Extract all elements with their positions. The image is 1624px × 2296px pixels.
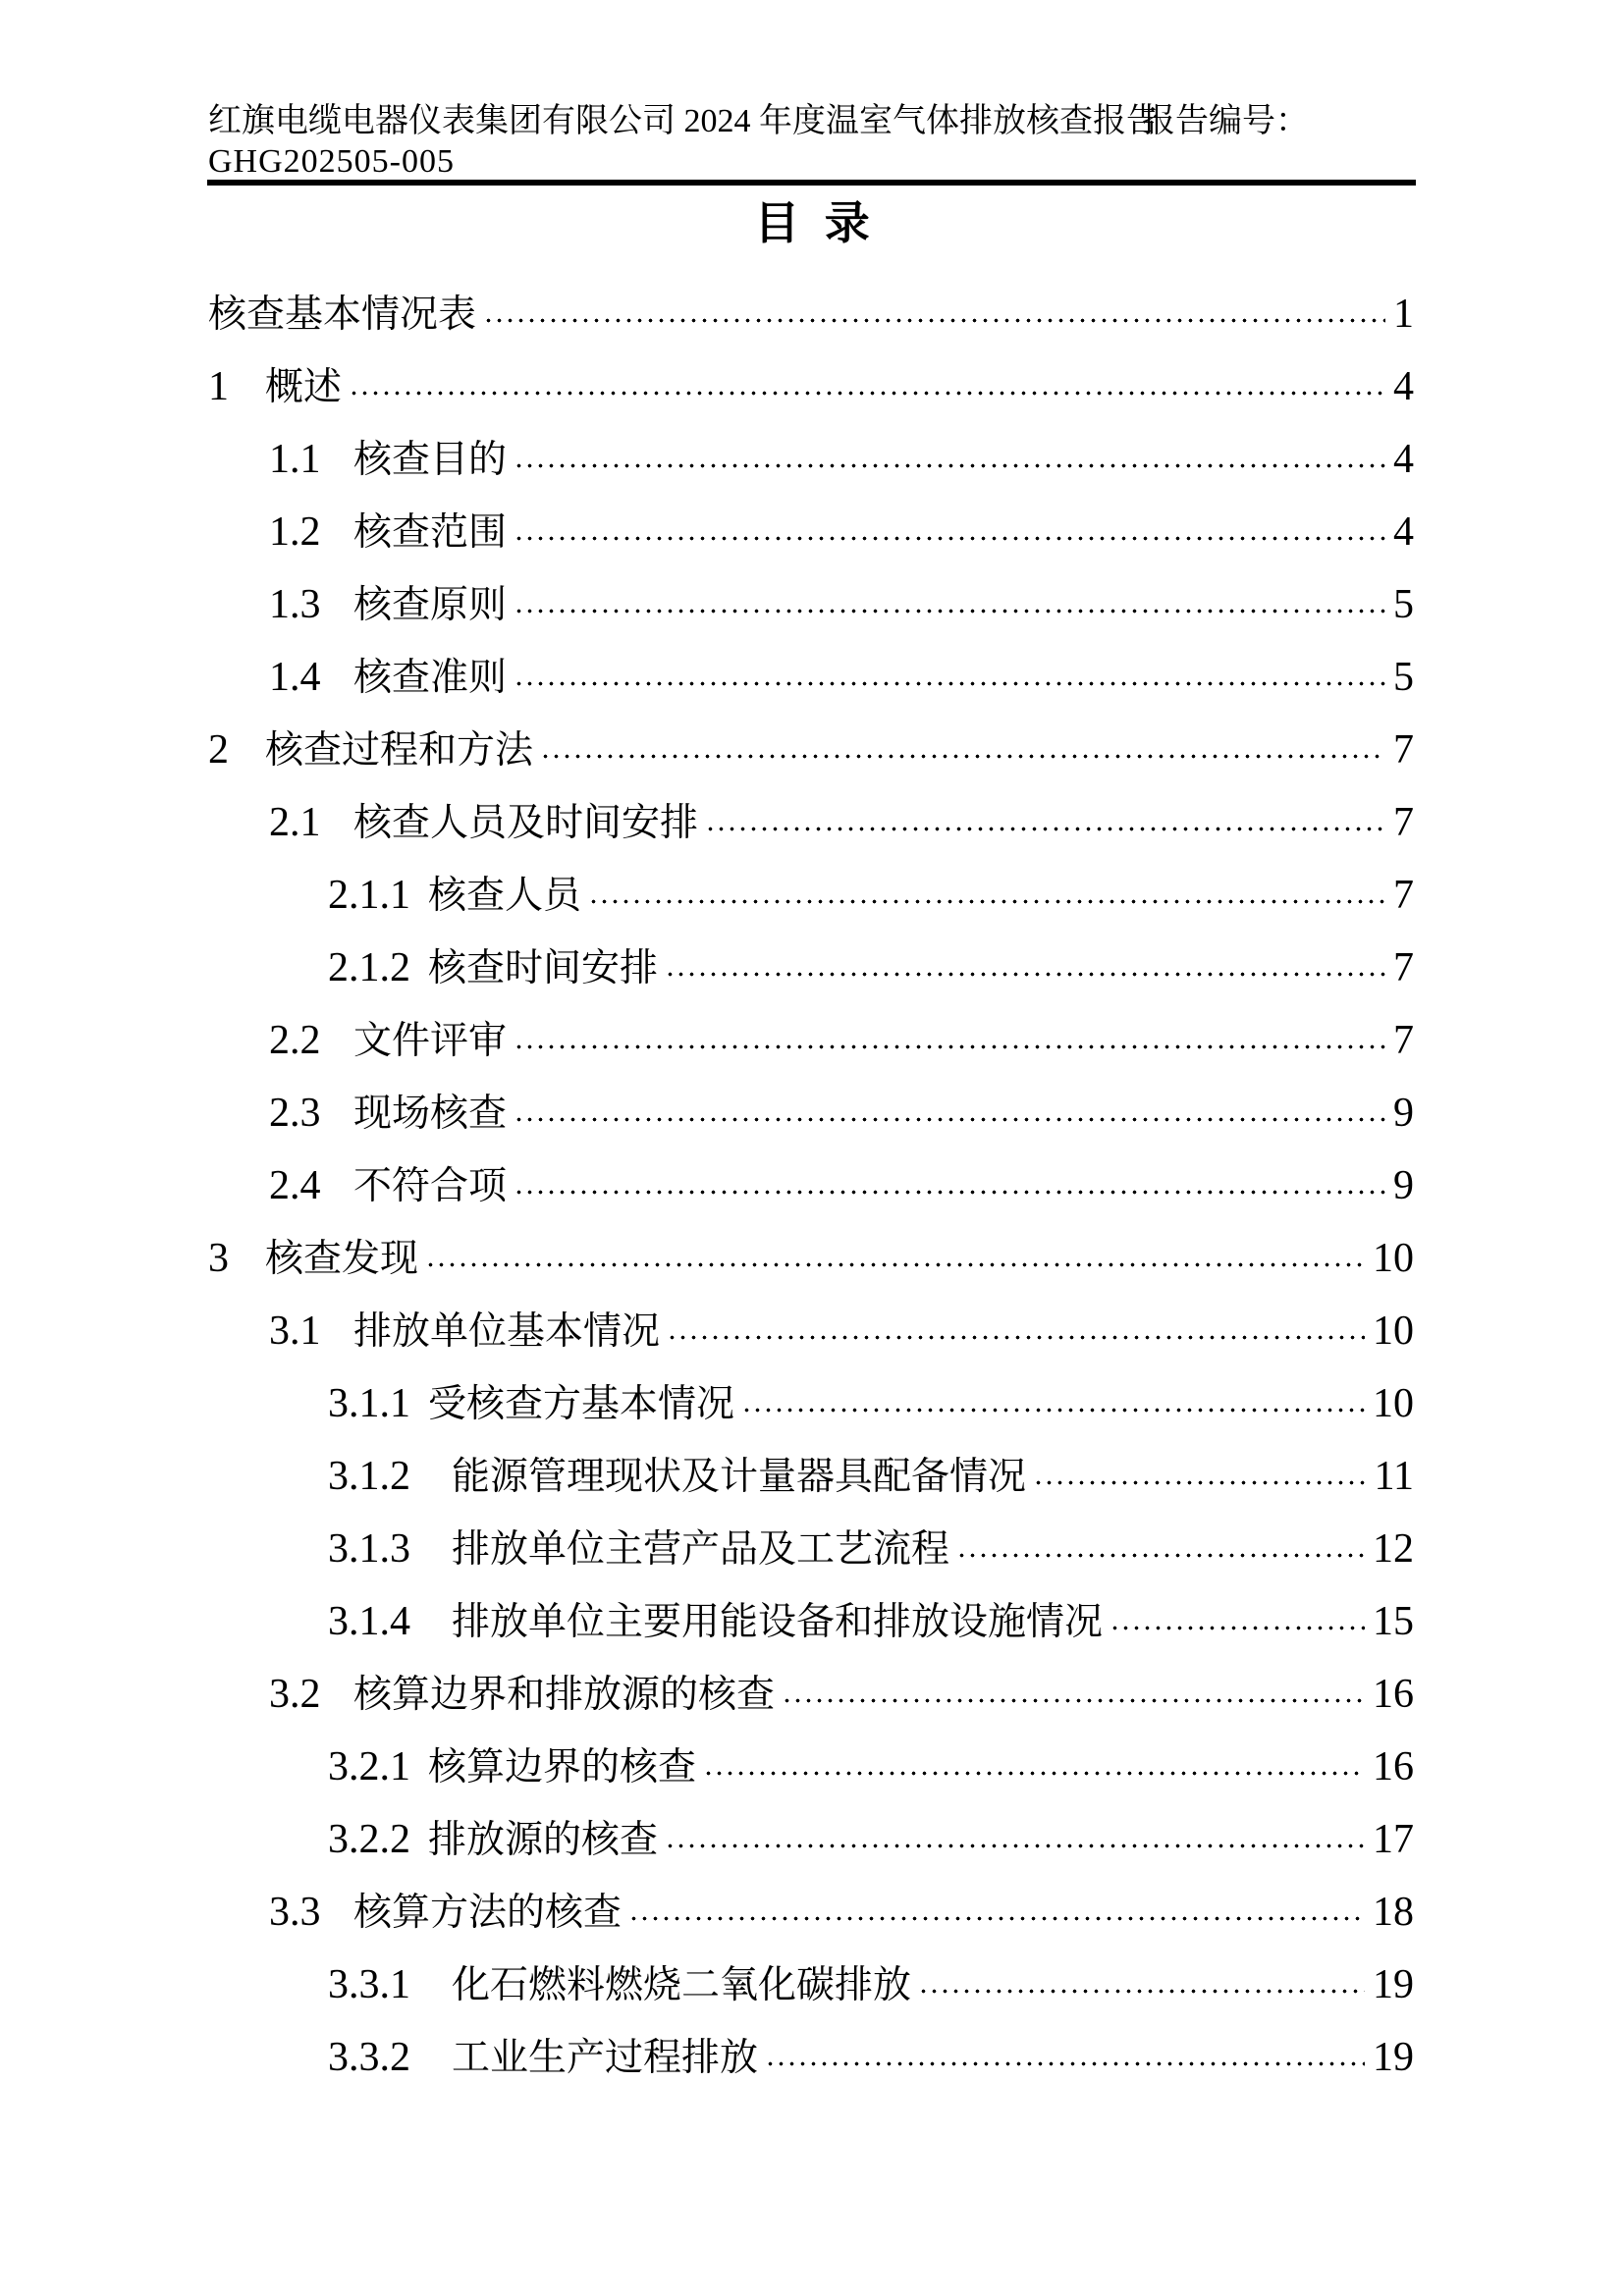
toc-entry[interactable] (208, 508, 1414, 581)
toc-entry[interactable] (208, 581, 1414, 654)
toc-entry-page: 9 (1393, 1091, 1414, 1136)
toc-entry[interactable] (208, 1090, 1414, 1162)
toc-entry-number: 3.2 (269, 1672, 321, 1717)
toc-entry-number: 3.1.2 (328, 1454, 410, 1499)
toc-entry-number: 1.1 (269, 437, 321, 482)
dot-leader (516, 536, 1385, 545)
toc-entry-number: 3.3.1 (328, 1962, 410, 2007)
toc-entry-number: 3.1.3 (328, 1526, 410, 1572)
toc-entry-title: 能源管理现状及计量器具配备情况 (452, 1456, 1027, 1498)
dot-leader (1112, 1626, 1365, 1634)
dot-leader (428, 1262, 1365, 1271)
dot-leader (1036, 1480, 1367, 1489)
toc-entry-page: 7 (1393, 945, 1414, 990)
toc-entry[interactable] (208, 1453, 1414, 1525)
toc-entry-page: 10 (1373, 1236, 1414, 1281)
toc-entry-number: 3.2.1 (328, 1744, 410, 1789)
toc-entry[interactable] (208, 1017, 1414, 1090)
toc-entry-page: 7 (1393, 873, 1414, 918)
toc-entry-number: 3.3.2 (328, 2035, 410, 2080)
toc-entry-title: 核算方法的核查 (353, 1892, 623, 1934)
dot-leader (631, 1916, 1365, 1925)
dot-leader (591, 899, 1385, 908)
dot-leader (668, 972, 1385, 981)
toc-entry-number: 3.1.1 (328, 1381, 410, 1426)
toc-entry-number: 3.3 (269, 1890, 321, 1935)
page-title: 目 录 (754, 198, 870, 248)
toc-entry-page: 18 (1373, 1890, 1414, 1935)
header-report-code: GHG202505-005 (208, 143, 455, 180)
toc-entry-page: 5 (1393, 655, 1414, 700)
toc-entry[interactable] (208, 1961, 1414, 2034)
dot-leader (516, 681, 1385, 690)
toc-entry-number: 3 (208, 1236, 229, 1281)
toc-entry-title: 核查基本情况表 (208, 294, 477, 336)
dot-leader (486, 318, 1385, 327)
table-of-contents (208, 291, 1414, 2107)
toc-entry-title: 概述 (265, 366, 343, 408)
dot-leader (670, 1335, 1365, 1344)
toc-entry[interactable] (208, 1816, 1414, 1889)
toc-entry-number: 1.3 (269, 582, 321, 627)
toc-entry-page: 12 (1373, 1526, 1414, 1572)
toc-entry[interactable] (208, 2034, 1414, 2107)
toc-entry[interactable] (208, 1671, 1414, 1743)
toc-entry[interactable] (208, 1743, 1414, 1816)
dot-leader (516, 1190, 1385, 1199)
toc-entry-title: 排放单位主要用能设备和排放设施情况 (452, 1601, 1104, 1643)
dot-leader (352, 391, 1385, 400)
dot-leader (706, 1771, 1365, 1780)
toc-entry-title: 核查发现 (265, 1238, 419, 1280)
toc-entry-title: 核查人员 (428, 875, 582, 917)
toc-entry-title: 核算边界和排放源的核查 (353, 1674, 776, 1716)
toc-entry-title: 现场核查 (353, 1093, 508, 1135)
toc-entry[interactable] (208, 1162, 1414, 1235)
dot-leader (768, 2061, 1365, 2070)
header-divider-rule (207, 180, 1416, 186)
toc-entry[interactable] (208, 654, 1414, 726)
toc-entry-number: 3.1 (269, 1308, 321, 1354)
dot-leader (785, 1698, 1365, 1707)
toc-entry-page: 7 (1393, 1018, 1414, 1063)
dot-leader (668, 1843, 1365, 1852)
dot-leader (708, 827, 1385, 835)
toc-entry-title: 核查人员及时间安排 (353, 802, 699, 844)
toc-entry-page: 19 (1373, 2035, 1414, 2080)
toc-entry-title: 工业生产过程排放 (452, 2037, 759, 2079)
toc-entry[interactable] (208, 436, 1414, 508)
dot-leader (543, 754, 1385, 763)
toc-entry-title: 核算边界的核查 (428, 1746, 697, 1789)
toc-entry-number: 2.2 (269, 1018, 321, 1063)
toc-entry-title: 核查准则 (353, 657, 508, 699)
toc-entry-page: 9 (1393, 1163, 1414, 1208)
dot-leader (744, 1408, 1365, 1416)
toc-entry-page: 11 (1374, 1454, 1414, 1499)
toc-entry-title: 核查时间安排 (428, 947, 659, 989)
toc-entry-page: 16 (1373, 1744, 1414, 1789)
toc-entry-page: 4 (1393, 509, 1414, 555)
dot-leader (516, 1117, 1385, 1126)
toc-entry-number: 1 (208, 364, 229, 409)
toc-entry-page: 7 (1393, 800, 1414, 845)
dot-leader (516, 1044, 1385, 1053)
toc-entry-title: 受核查方基本情况 (428, 1383, 735, 1425)
toc-entry-number: 2 (208, 727, 229, 773)
toc-entry[interactable] (208, 1235, 1414, 1308)
toc-entry-title: 文件评审 (353, 1020, 508, 1062)
toc-entry-number: 1.4 (269, 655, 321, 700)
toc-entry[interactable] (208, 1308, 1414, 1380)
toc-entry-page: 4 (1393, 364, 1414, 409)
toc-entry-title: 排放源的核查 (428, 1819, 659, 1861)
toc-entry-number: 2.4 (269, 1163, 321, 1208)
toc-entry-title: 核查范围 (353, 511, 508, 554)
toc-entry[interactable] (208, 726, 1414, 799)
toc-entry[interactable] (208, 872, 1414, 944)
dot-leader (921, 1989, 1365, 1998)
toc-entry[interactable] (208, 1525, 1414, 1598)
toc-entry-title: 排放单位基本情况 (353, 1310, 661, 1353)
toc-entry-page: 7 (1393, 727, 1414, 773)
toc-entry-number: 3.2.2 (328, 1817, 410, 1862)
toc-entry-number: 2.3 (269, 1091, 321, 1136)
toc-entry-title: 不符合项 (353, 1165, 508, 1207)
dot-leader (959, 1553, 1365, 1562)
toc-entry-title: 核查原则 (353, 584, 508, 626)
toc-entry-page: 10 (1373, 1381, 1414, 1426)
toc-entry[interactable] (208, 291, 1414, 363)
toc-entry-title: 核查目的 (353, 439, 508, 481)
toc-entry-number: 2.1.2 (328, 945, 410, 990)
toc-entry[interactable] (208, 1380, 1414, 1453)
toc-entry[interactable] (208, 799, 1414, 872)
toc-entry-page: 19 (1373, 1962, 1414, 2007)
dot-leader (516, 609, 1385, 617)
toc-entry-page: 4 (1393, 437, 1414, 482)
toc-entry-page: 5 (1393, 582, 1414, 627)
toc-entry[interactable] (208, 1889, 1414, 1961)
toc-entry-number: 2.1.1 (328, 873, 410, 918)
toc-entry[interactable] (208, 1598, 1414, 1671)
toc-entry-number: 3.1.4 (328, 1599, 410, 1644)
toc-entry-page: 15 (1373, 1599, 1414, 1644)
header-report-number-label: 报告编号： (1142, 103, 1309, 139)
toc-entry-number: 1.2 (269, 509, 321, 555)
toc-entry[interactable] (208, 363, 1414, 436)
dot-leader (516, 463, 1385, 472)
toc-entry-title: 核查过程和方法 (265, 729, 534, 772)
toc-entry-title: 排放单位主营产品及工艺流程 (452, 1528, 950, 1571)
toc-entry-page: 1 (1393, 292, 1414, 337)
toc-entry-page: 16 (1373, 1672, 1414, 1717)
toc-entry-page: 10 (1373, 1308, 1414, 1354)
toc-entry[interactable] (208, 944, 1414, 1017)
toc-entry-title: 化石燃料燃烧二氧化碳排放 (452, 1964, 912, 2006)
header-report-title: 红旗电缆电器仪表集团有限公司 2024 年度温室气体排放核查报告 (208, 103, 1160, 139)
toc-entry-number: 2.1 (269, 800, 321, 845)
toc-entry-page: 17 (1373, 1817, 1414, 1862)
